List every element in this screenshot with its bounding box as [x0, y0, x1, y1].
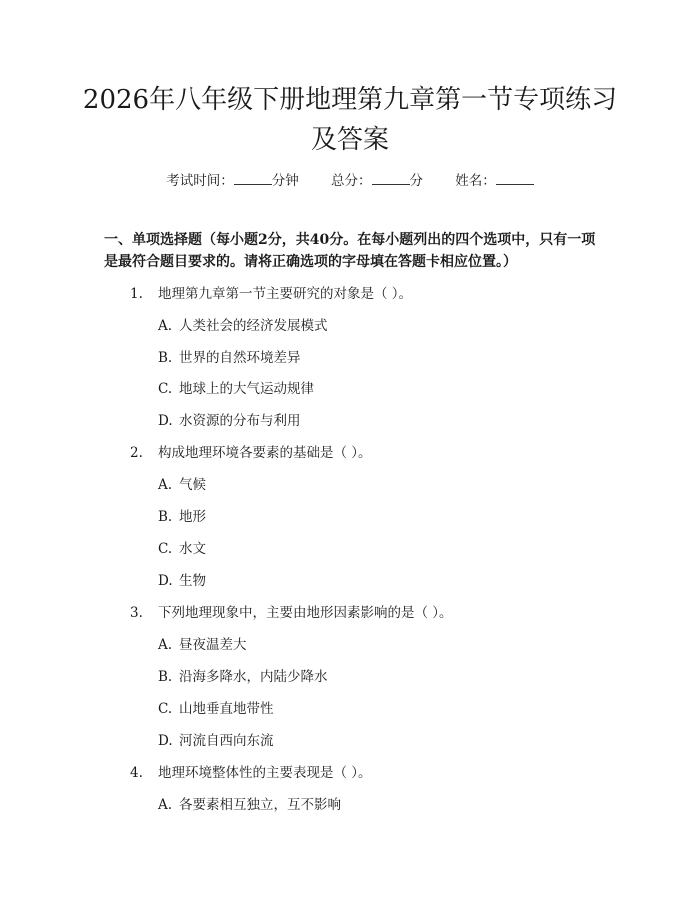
option-letter: B.: [158, 350, 173, 366]
option-text: 水文: [179, 541, 206, 557]
option-letter: D.: [158, 733, 173, 749]
option-letter: C.: [158, 701, 173, 717]
exam-time-blank: [234, 173, 272, 185]
option-3d: [158, 729, 274, 749]
question-1: [130, 282, 412, 302]
option-text: 地形: [179, 509, 206, 525]
question-text: 地理第九章第一节主要研究的对象是（ ）。: [158, 286, 413, 302]
option-3b: [158, 665, 328, 685]
option-letter: D.: [158, 413, 173, 429]
question-number: 2.: [130, 445, 143, 461]
question-number: 3.: [130, 605, 143, 621]
option-letter: A.: [158, 318, 173, 334]
option-text: 地球上的大气运动规律: [179, 381, 314, 397]
question-number: 4.: [130, 765, 143, 781]
option-1a: [158, 314, 328, 334]
exam-time-label: 考试时间：: [166, 173, 234, 189]
option-1d: [158, 409, 301, 429]
exam-time-unit: 分钟: [271, 173, 299, 189]
option-2d: [158, 569, 206, 589]
option-letter: B.: [158, 669, 173, 685]
option-letter: C.: [158, 541, 173, 557]
option-letter: A.: [158, 477, 173, 493]
question-text: 下列地理现象中，主要由地形因素影响的是（ ）。: [158, 605, 453, 621]
question-3: [130, 601, 453, 621]
option-letter: C.: [158, 381, 173, 397]
option-text: 各要素相互独立，互不影响: [179, 797, 341, 813]
option-2a: [158, 473, 206, 493]
option-text: 河流自西向东流: [179, 733, 274, 749]
option-text: 世界的自然环境差异: [179, 350, 301, 366]
document-title: 2026年八年级下册地理第九章第一节专项练习及答案: [82, 85, 618, 155]
option-4a: [158, 793, 341, 813]
total-score-unit: 分: [409, 173, 423, 189]
question-number: 1.: [130, 286, 143, 302]
option-letter: D.: [158, 573, 173, 589]
option-text: 生物: [179, 573, 206, 589]
section-heading: 一、单项选择题（每小题2分，共40分。在每小题列出的四个选项中，只有一项是最符合题目要求的。请将正确选项的字母填在答题卡相应位置。）: [104, 232, 596, 270]
student-name-label: 姓名：: [455, 173, 496, 189]
option-text: 昼夜温差大: [179, 637, 247, 653]
option-3c: [158, 697, 274, 717]
option-1c: [158, 377, 314, 397]
option-1b: [158, 346, 301, 366]
total-score-field: [331, 173, 427, 189]
option-text: 水资源的分布与利用: [179, 413, 301, 429]
question-4: [130, 761, 372, 781]
option-text: 人类社会的经济发展模式: [179, 318, 328, 334]
option-letter: B.: [158, 509, 173, 525]
exam-info-line: [0, 169, 700, 189]
student-name-field: [455, 173, 534, 189]
option-2b: [158, 505, 206, 525]
total-score-blank: [372, 173, 410, 185]
question-text: 构成地理环境各要素的基础是（ ）。: [158, 445, 372, 461]
option-text: 气候: [179, 477, 206, 493]
exam-time-field: [166, 173, 303, 189]
option-text: 山地垂直地带性: [179, 701, 274, 717]
student-name-blank: [496, 173, 534, 185]
option-letter: A.: [158, 637, 173, 653]
question-2: [130, 441, 372, 461]
option-3a: [158, 633, 247, 653]
option-letter: A.: [158, 797, 173, 813]
total-score-label: 总分：: [331, 173, 372, 189]
option-2c: [158, 537, 206, 557]
option-text: 沿海多降水，内陆少降水: [179, 669, 328, 685]
question-text: 地理环境整体性的主要表现是（ ）。: [158, 765, 372, 781]
